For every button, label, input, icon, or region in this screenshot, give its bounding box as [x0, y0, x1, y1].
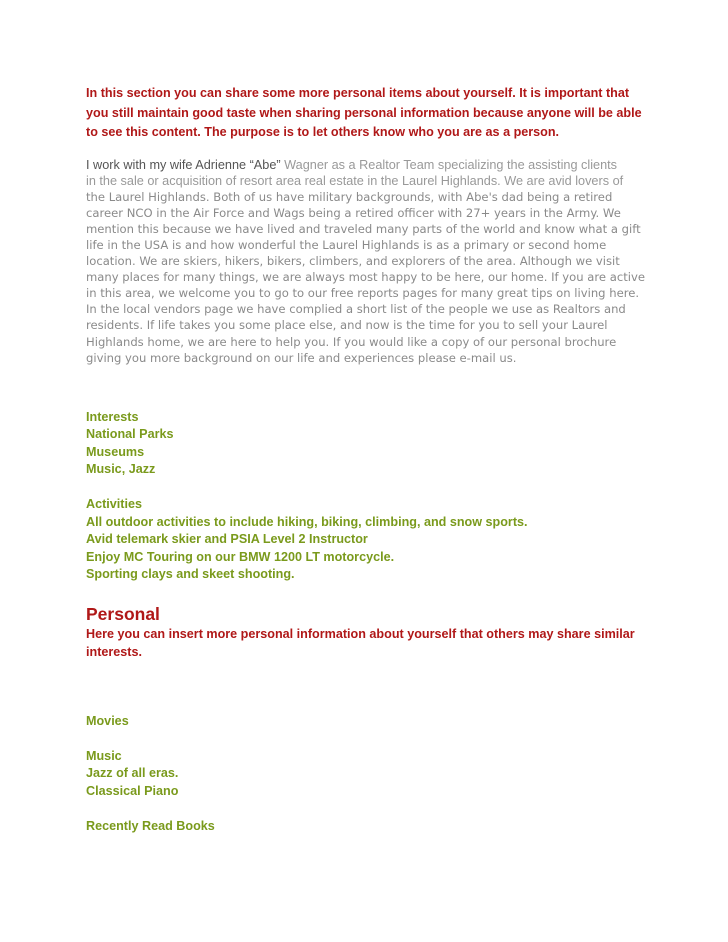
about-line: In the local vendors page we have complied a short list of the people we use as Realtors and [86, 302, 626, 317]
interests-section [86, 409, 646, 479]
music-item: Classical Piano [86, 783, 179, 798]
intro-paragraph [86, 84, 646, 143]
intro-line: In this section you can share some more personal items about yourself. It is important that [86, 86, 630, 100]
interest-item: National Parks [86, 427, 174, 442]
activities-section [86, 496, 646, 584]
movies-heading: Movies [86, 713, 129, 728]
books-heading: Recently Read Books [86, 818, 215, 833]
about-lead-dark: I work with my wife Adrienne “Abe” [86, 157, 281, 172]
about-lead-light: Wagner as a Realtor Team specializing the assisting clients [280, 157, 618, 172]
about-line: the Laurel Highlands. Both of us have military backgrounds, with Abe's dad being a retired [86, 189, 613, 204]
activity-item: Sporting clays and skeet shooting. [86, 567, 295, 582]
activity-item: All outdoor activities to include hiking, biking, climbing, and snow sports. [86, 514, 528, 529]
activity-item: Enjoy MC Touring on our BMW 1200 LT motorcycle. [86, 549, 395, 564]
books-section [86, 818, 646, 836]
interest-item: Music, Jazz [86, 462, 156, 477]
music-item: Jazz of all eras. [86, 766, 179, 781]
about-line: in the sale or acquisition of resort area real estate in the Laurel Highlands. We are avid lovers of [86, 173, 624, 188]
about-line: giving you more background on our life and experiences please e-mail us. [86, 350, 517, 365]
music-section [86, 748, 646, 801]
personal-paragraph [86, 625, 646, 661]
interest-item: Museums [86, 444, 145, 459]
music-heading: Music [86, 748, 122, 763]
about-line: in this area, we welcome you to go to our free reports pages for many great tips on living here. [86, 286, 640, 301]
movies-section [86, 713, 646, 731]
personal-line: interests. [86, 644, 142, 659]
about-line: residents. If life takes you some place else, and now is the time for you to sell your Laurel [86, 318, 608, 333]
document-page [86, 84, 646, 835]
about-line: location. We are skiers, hikers, bikers, climbers, and explorers of the area. Although we visit [86, 254, 620, 269]
about-line: mention this because we have lived and traveled many parts of the world and know what a gift [86, 221, 641, 236]
about-line: many places for many things, we are always most happy to be here, our home. If you are active [86, 270, 645, 285]
intro-line: you still maintain good taste when sharing personal information because anyone will be able [86, 105, 642, 120]
personal-heading: Personal [86, 603, 160, 624]
about-paragraph [86, 157, 646, 366]
interests-heading: Interests [86, 409, 139, 424]
activity-item: Avid telemark skier and PSIA Level 2 Instructor [86, 532, 368, 547]
about-line: career NCO in the Air Force and Wags being a retired officer with 27+ years in the Army. We [86, 205, 621, 220]
about-line: Highlands home, we are here to help you. If you would like a copy of our personal brochure [86, 334, 617, 349]
about-line: life in the USA is and how wonderful the Laurel Highlands is as a primary or second home [86, 237, 607, 252]
personal-line: Here you can insert more personal information about yourself that others may share similar [86, 626, 635, 641]
about-line [86, 157, 646, 173]
intro-line: to see this content. The purpose is to let others know who you are as a person. [86, 125, 560, 139]
activities-heading: Activities [86, 497, 142, 512]
